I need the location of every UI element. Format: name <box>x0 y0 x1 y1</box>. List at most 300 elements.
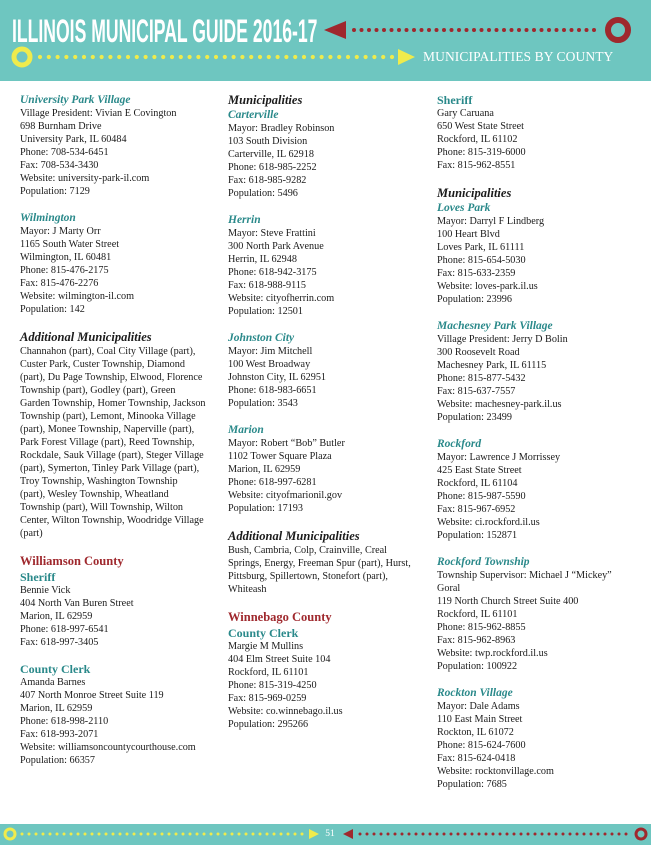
entry-line: Johnston City, IL 62951 <box>228 372 327 383</box>
entry-line: Rockdale, Sauk Village (part), Steger Village <box>20 450 204 461</box>
entry-line: Rockford, IL 61101 <box>228 667 309 678</box>
municipality-entry <box>20 93 225 198</box>
entry-line: Custer Park, Custer Township, Diamond <box>20 359 185 370</box>
municipality-name: Machesney Park Village <box>437 320 553 332</box>
entry-line: Population: 142 <box>20 304 85 315</box>
municipality-entry <box>228 213 433 318</box>
entry-line: Population: 100922 <box>437 661 518 672</box>
entry-line: Goral <box>437 583 461 594</box>
entry-line: 1165 South Water Street <box>20 239 120 250</box>
red-ring-icon <box>636 829 646 839</box>
entry-line: Village President: Vivian E Covington <box>20 108 177 119</box>
guide-title: ILLINOIS MUNICIPAL GUIDE 2016-17 <box>12 13 318 49</box>
entry-line: Center, Wilton Township, Woodridge Village <box>20 515 204 526</box>
office-entry <box>20 570 225 649</box>
entry-line: Carterville, IL 62918 <box>228 149 314 160</box>
municipality-entry <box>437 319 642 424</box>
section-subtitle: MUNICIPALITIES BY COUNTY <box>423 49 614 64</box>
section-block <box>228 92 433 108</box>
entry-line: Fax: 618-988-9115 <box>228 280 307 291</box>
office-entry <box>437 93 642 172</box>
entry-line: Phone: 708-534-6451 <box>20 147 109 158</box>
entry-line: Marion, IL 62959 <box>20 611 93 622</box>
entry-line: Channahon (part), Coal City Village (part), <box>20 346 196 357</box>
entry-line: Phone: 815-962-8855 <box>437 622 526 633</box>
dot <box>47 55 51 59</box>
section-block <box>228 528 433 596</box>
office-title: Sheriff <box>20 570 56 584</box>
dot <box>77 833 80 836</box>
entry-line: Website: machesney-park.il.us <box>437 399 562 410</box>
entry-line: Population: 7129 <box>20 186 90 197</box>
dot <box>266 833 269 836</box>
dot <box>436 833 439 836</box>
dot <box>387 833 390 836</box>
dot <box>320 55 324 59</box>
dot <box>420 28 424 32</box>
dot <box>583 833 586 836</box>
dot <box>381 55 385 59</box>
dot <box>100 55 104 59</box>
entry-line: (part) <box>20 528 43 539</box>
entry-line: Website: university-park-il.com <box>20 173 150 184</box>
entry-line: Fax: 618-985-9282 <box>228 175 307 186</box>
dot <box>527 833 530 836</box>
dot <box>364 55 368 59</box>
entry-line: Park Forest Village (part), Reed Township, <box>20 437 195 448</box>
dot <box>140 833 143 836</box>
dot <box>499 833 502 836</box>
entry-line: Fax: 618-997-3405 <box>20 637 99 648</box>
dot <box>240 55 244 59</box>
dot <box>144 55 148 59</box>
dot <box>618 833 621 836</box>
dot <box>98 833 101 836</box>
dot <box>108 55 112 59</box>
entry-line: Gary Caruana <box>437 108 494 119</box>
dot <box>182 833 185 836</box>
dot <box>203 833 206 836</box>
entry-line: 698 Burnham Drive <box>20 121 102 132</box>
entry-line: Township (part), Will Township, Wilton <box>20 502 184 513</box>
dot <box>360 28 364 32</box>
dot <box>42 833 45 836</box>
header-yellow-dotted-line <box>38 55 394 59</box>
dot <box>465 28 469 32</box>
entry-line: 103 South Division <box>228 136 308 147</box>
entry-line: Website: co.winnebago.il.us <box>228 706 343 717</box>
dot <box>380 833 383 836</box>
entry-line: 650 West State Street <box>437 121 524 132</box>
dot <box>394 833 397 836</box>
municipality-entry <box>20 211 225 316</box>
dot <box>70 833 73 836</box>
municipality-entry <box>228 108 433 200</box>
dot <box>555 28 559 32</box>
dot <box>412 28 416 32</box>
dot <box>625 833 628 836</box>
dot <box>562 833 565 836</box>
dot <box>259 833 262 836</box>
municipality-name: Marion <box>228 424 264 436</box>
dot <box>570 28 574 32</box>
municipality-name: Loves Park <box>437 202 491 214</box>
entry-line: Fax: 815-624-0418 <box>437 753 516 764</box>
entry-line: Mayor: J Marty Orr <box>20 226 101 237</box>
municipality-entry <box>228 331 433 410</box>
dot <box>258 55 262 59</box>
dot <box>302 55 306 59</box>
entry-line: Mayor: Bradley Robinson <box>228 123 335 134</box>
municipality-entry <box>437 437 642 542</box>
dot <box>372 55 376 59</box>
entry-line: Phone: 815-319-6000 <box>437 147 526 158</box>
dot <box>210 833 213 836</box>
dot <box>301 833 304 836</box>
dot <box>450 28 454 32</box>
office-entry <box>228 626 433 731</box>
dot <box>555 833 558 836</box>
yellow-ring-icon <box>14 49 30 65</box>
dot <box>238 833 241 836</box>
dot <box>252 833 255 836</box>
dot <box>352 28 356 32</box>
dot <box>457 28 461 32</box>
dot <box>442 28 446 32</box>
dot <box>592 28 596 32</box>
entry-line: Mayor: Robert “Bob” Butler <box>228 438 345 449</box>
entry-line: Mayor: Dale Adams <box>437 701 520 712</box>
entry-line: 100 Heart Blvd <box>437 229 500 240</box>
entry-line: 425 East State Street <box>437 465 522 476</box>
yellow-ring-icon <box>5 829 15 839</box>
dot <box>284 55 288 59</box>
dot <box>196 55 200 59</box>
dot <box>135 55 139 59</box>
municipality-name: Rockton Village <box>437 687 513 699</box>
entry-line: Fax: 815-967-6952 <box>437 504 516 515</box>
right-arrow-icon <box>398 49 415 65</box>
dot <box>429 833 432 836</box>
dot <box>73 55 77 59</box>
dot <box>576 833 579 836</box>
section-heading: Additional Municipalities <box>20 330 152 344</box>
entry-line: Bush, Cambria, Colp, Crainville, Creal <box>228 545 388 556</box>
municipality-name: Rockford Township <box>437 556 530 568</box>
entry-line: Township (part), Lemont, Minooka Village <box>20 411 196 422</box>
dot <box>273 833 276 836</box>
municipality-name: University Park Village <box>20 94 131 106</box>
entry-line: 300 North Park Avenue <box>228 241 324 252</box>
office-title: Sheriff <box>437 93 473 107</box>
dot <box>91 55 95 59</box>
dot <box>152 55 156 59</box>
entry-line: Population: 7685 <box>437 779 507 790</box>
dot <box>487 28 491 32</box>
entry-line: (part), Du Page Township, Elwood, Florence <box>20 372 203 383</box>
dot <box>597 833 600 836</box>
page-header <box>0 0 651 81</box>
entry-line: Website: cityofmarionil.gov <box>228 490 343 501</box>
county-heading: Winnebago County <box>228 610 332 624</box>
entry-line: Population: 12501 <box>228 306 303 317</box>
dot <box>112 833 115 836</box>
entry-line: Mayor: Darryl F Lindberg <box>437 216 545 227</box>
entry-line: Phone: 618-985-2252 <box>228 162 317 173</box>
dot <box>126 833 129 836</box>
dot <box>495 28 499 32</box>
entry-line: Troy Township, Washington Township <box>20 476 178 487</box>
dot <box>520 833 523 836</box>
dot <box>541 833 544 836</box>
dot <box>427 28 431 32</box>
dot <box>443 833 446 836</box>
entry-line: Fax: 815-962-8963 <box>437 635 516 646</box>
municipality-entry <box>437 555 642 673</box>
dot <box>154 833 157 836</box>
dot <box>382 28 386 32</box>
section-block <box>437 185 642 201</box>
dot <box>84 833 87 836</box>
dot <box>401 833 404 836</box>
section-heading: Municipalities <box>228 93 303 107</box>
entry-line: 119 North Church Street Suite 400 <box>437 596 579 607</box>
entry-line: Population: 3543 <box>228 398 298 409</box>
dot <box>485 833 488 836</box>
entry-line: 404 Elm Street Suite 104 <box>228 654 331 665</box>
entry-line: Margie M Mullins <box>228 641 304 652</box>
dot <box>548 833 551 836</box>
entry-line: Whiteash <box>228 584 267 595</box>
dot <box>359 833 362 836</box>
entry-line: Website: twp.rockford.il.us <box>437 648 548 659</box>
entry-line: 100 West Broadway <box>228 359 311 370</box>
dot <box>224 833 227 836</box>
entry-line: Phone: 815-624-7600 <box>437 740 526 751</box>
entry-line: Amanda Barnes <box>20 677 86 688</box>
dot <box>337 55 341 59</box>
entry-line: Machesney Park, IL 61115 <box>437 360 547 371</box>
dot <box>464 833 467 836</box>
dot <box>590 833 593 836</box>
dot <box>168 833 171 836</box>
dot <box>604 833 607 836</box>
entry-line: Population: 17193 <box>228 503 303 514</box>
section-heading: Additional Municipalities <box>228 529 360 543</box>
dot <box>161 833 164 836</box>
dot <box>375 28 379 32</box>
dot <box>91 833 94 836</box>
dot <box>373 833 376 836</box>
dot <box>276 55 280 59</box>
entry-line: Garden Township, Homer Township, Jackson <box>20 398 206 409</box>
dot <box>117 55 121 59</box>
municipality-entry <box>437 686 642 791</box>
section-block <box>20 329 225 540</box>
dot <box>119 833 122 836</box>
dot <box>547 28 551 32</box>
dot <box>175 833 178 836</box>
dot <box>435 28 439 32</box>
entry-line: Fax: 618-993-2071 <box>20 729 99 740</box>
entry-line: Township (part), Godley (part), Green <box>20 385 176 396</box>
left-arrow-icon <box>324 21 346 39</box>
dot <box>390 55 394 59</box>
dot <box>161 55 165 59</box>
entry-line: Phone: 815-476-2175 <box>20 265 109 276</box>
page-number: 51 <box>325 829 335 839</box>
dot <box>540 28 544 32</box>
dot <box>249 55 253 59</box>
red-ring-icon <box>608 20 628 40</box>
dot <box>56 55 60 59</box>
dot <box>513 833 516 836</box>
dot <box>517 28 521 32</box>
entry-line: Loves Park, IL 61111 <box>437 242 525 253</box>
entry-line: Pittsburg, Spillertown, Stonefort (part), <box>228 571 388 582</box>
dot <box>480 28 484 32</box>
municipality-entry <box>228 423 433 515</box>
dot <box>63 833 66 836</box>
dot <box>231 833 234 836</box>
entry-line: Marion, IL 62959 <box>228 464 301 475</box>
dot <box>133 833 136 836</box>
entry-line: Phone: 815-987-5590 <box>437 491 526 502</box>
dot <box>214 55 218 59</box>
dot <box>170 55 174 59</box>
entry-line: Population: 295266 <box>228 719 309 730</box>
dot <box>287 833 290 836</box>
office-entry <box>20 662 225 767</box>
dot <box>280 833 283 836</box>
entry-line: Herrin, IL 62948 <box>228 254 297 265</box>
dot <box>471 833 474 836</box>
entry-line: Population: 5496 <box>228 188 298 199</box>
entry-line: Rockton, IL 61072 <box>437 727 514 738</box>
dot <box>217 833 220 836</box>
entry-line: 404 North Van Buren Street <box>20 598 134 609</box>
dot <box>390 28 394 32</box>
entry-line: Marion, IL 62959 <box>20 703 93 714</box>
entry-line: Springs, Energy, Freeman Spur (part), Hurst, <box>228 558 411 569</box>
dot <box>569 833 572 836</box>
county-block <box>20 553 225 570</box>
dot <box>422 833 425 836</box>
dot <box>534 833 537 836</box>
dot <box>502 28 506 32</box>
entry-line: (part), Monee Township, Naperville (part), <box>20 424 195 435</box>
entry-line: Rockford, IL 61102 <box>437 134 518 145</box>
dot <box>405 28 409 32</box>
dot <box>267 55 271 59</box>
entry-line: Fax: 708-534-3430 <box>20 160 99 171</box>
dot <box>611 833 614 836</box>
header-red-dotted-line <box>352 28 596 32</box>
entry-line: Rockford, IL 61104 <box>437 478 518 489</box>
dot <box>577 28 581 32</box>
dot <box>408 833 411 836</box>
dot <box>478 833 481 836</box>
municipality-name: Carterville <box>228 109 279 121</box>
entry-line: Fax: 815-633-2359 <box>437 268 516 279</box>
entry-line: Phone: 815-877-5432 <box>437 373 526 384</box>
entry-line: (part), Wesley Township, Wheatland <box>20 489 169 500</box>
entry-line: Website: ci.rockford.il.us <box>437 517 540 528</box>
dot <box>294 833 297 836</box>
dot <box>293 55 297 59</box>
dot <box>223 55 227 59</box>
dot <box>126 55 130 59</box>
entry-line: Fax: 815-476-2276 <box>20 278 99 289</box>
entry-line: Website: williamsoncountycourthouse.com <box>20 742 196 753</box>
dot <box>21 833 24 836</box>
entry-line: Phone: 618-942-3175 <box>228 267 317 278</box>
dot <box>366 833 369 836</box>
entry-line: Phone: 618-998-2110 <box>20 716 109 727</box>
entry-line: Mayor: Jim Mitchell <box>228 346 313 357</box>
entry-line: Rockford, IL 61101 <box>437 609 518 620</box>
county-block <box>228 609 433 626</box>
directory-column <box>228 92 433 731</box>
county-heading: Williamson County <box>20 554 124 568</box>
dot <box>510 28 514 32</box>
entry-line: (part), Symerton, Tinley Park Village (part), <box>20 463 200 474</box>
dot <box>49 833 52 836</box>
dot <box>205 55 209 59</box>
entry-line: Wilmington, IL 60481 <box>20 252 112 263</box>
entry-line: Population: 23996 <box>437 294 512 305</box>
dot <box>415 833 418 836</box>
dot <box>472 28 476 32</box>
dot <box>64 55 68 59</box>
entry-line: Bennie Vick <box>20 585 71 596</box>
dot <box>179 55 183 59</box>
left-arrow-icon <box>343 829 353 839</box>
entry-line: Mayor: Lawrence J Morrissey <box>437 452 561 463</box>
dot <box>35 833 38 836</box>
dot <box>105 833 108 836</box>
entry-line: Website: loves-park.il.us <box>437 281 538 292</box>
directory-column <box>20 93 225 767</box>
dot <box>562 28 566 32</box>
entry-line: Fax: 815-962-8551 <box>437 160 516 171</box>
page-footer <box>0 824 651 845</box>
entry-line: Population: 66357 <box>20 755 95 766</box>
dot <box>492 833 495 836</box>
municipality-name: Rockford <box>437 438 482 450</box>
dot <box>355 55 359 59</box>
municipality-name: Herrin <box>228 214 261 226</box>
entry-line: Phone: 618-983-6651 <box>228 385 317 396</box>
footer-yellow-dotted-line <box>21 833 304 836</box>
office-title: County Clerk <box>228 626 299 640</box>
dot <box>28 833 31 836</box>
entry-line: Village President: Jerry D Bolin <box>437 334 568 345</box>
dot <box>232 55 236 59</box>
municipality-name: Wilmington <box>20 212 76 224</box>
footer-red-dotted-line <box>359 833 628 836</box>
dot <box>450 833 453 836</box>
section-heading: Municipalities <box>437 186 512 200</box>
dot <box>147 833 150 836</box>
entry-line: Fax: 815-969-0259 <box>228 693 307 704</box>
dot <box>525 28 529 32</box>
entry-line: 407 North Monroe Street Suite 119 <box>20 690 164 701</box>
dot <box>506 833 509 836</box>
entry-line: 110 East Main Street <box>437 714 523 725</box>
dot <box>188 55 192 59</box>
entry-line: Phone: 618-997-6281 <box>228 477 317 488</box>
